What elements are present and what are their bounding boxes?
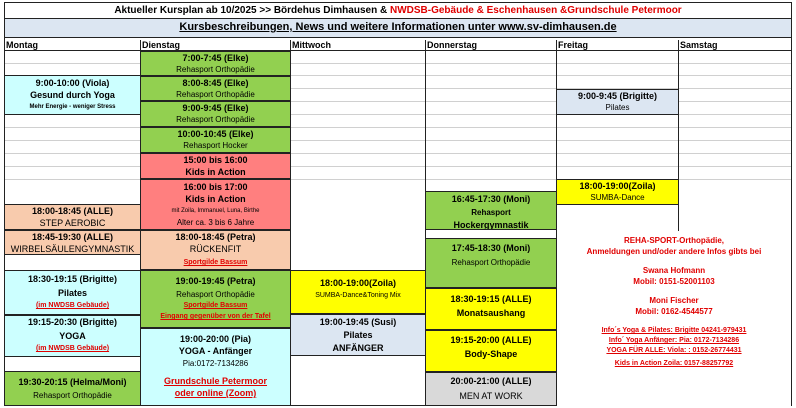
info-yoga-pilates: Info´s Yoga & Pilates: Brigitte 04241-979431 [601, 327, 747, 334]
tuesday-yoga-phone: Pia:0172-7134286 [182, 359, 249, 368]
header-title-part1: Aktueller Kursplan ab 10/2025 >> Bördehus Dimhausen & [114, 5, 390, 16]
info-contact2-name: Moni Fischer [649, 296, 699, 305]
tuesday-rueckenfit-card[interactable] [140, 230, 291, 270]
day-header-donnerstag: Donnerstag [427, 40, 478, 50]
monday-ws-title: WIRBELSÄULENGYMNASTIK [10, 244, 135, 254]
info-yoga-anfaenger: Info´ Yoga Anfänger: Pia: 0172-7134286 [608, 337, 740, 344]
friday-pilates-time: 9:00-9:45 (Brigitte) [577, 91, 658, 101]
monday-yoga2-title: YOGA [59, 331, 86, 341]
tuesday-kids-15-card[interactable] [140, 153, 291, 179]
header-title-part2: NWDSB-Gebäude & Eschenhausen &Grundschule Petermoor [389, 5, 682, 16]
wednesday-sumba-title: SUMBA-Dance&Toning Mix [315, 292, 401, 299]
friday-pilates-title: Pilates [605, 103, 630, 112]
tuesday-reha-7-card[interactable] [140, 51, 291, 76]
tuesday-yoga-location: Grundschule Petermoor [163, 376, 268, 386]
thursday-hocker-card[interactable] [425, 191, 557, 230]
header-website-link[interactable]: Kursbeschreibungen, News und weitere Informationen unter www.sv-dimhausen.de [179, 21, 617, 33]
wednesday-pilates-time: 19:00-19:45 (Susi) [319, 317, 397, 327]
tuesday-rueckenfit-title: RÜCKENFIT [189, 244, 242, 254]
info-yoga-alle: YOGA FÜR ALLE: Viola: : 0152-26774431 [606, 347, 742, 354]
day-header-samstag: Samstag [680, 40, 718, 50]
thursday-hocker-time: 16:45-17:30 (Moni) [451, 194, 531, 204]
monday-reha-title: Rehasport Orthopädie [33, 391, 112, 400]
tuesday-reha-9-title: Rehasport Orthopädie [176, 115, 255, 124]
tuesday-kids-15-time: 15:00 bis 16:00 [183, 155, 248, 165]
tuesday-yoga-online: oder online (Zoom) [174, 388, 257, 398]
header-subtitle [4, 19, 792, 38]
info-contact1-name: Swana Hofmann [642, 266, 706, 275]
monday-yoga-time: 9:00-10:00 (Viola) [35, 78, 110, 88]
day-header-montag: Montag [6, 40, 38, 50]
monday-ws-card[interactable] [4, 230, 141, 255]
monday-yoga-title: Gesund durch Yoga [30, 90, 115, 100]
tuesday-reha-10-card[interactable] [140, 127, 291, 153]
monday-reha-card[interactable] [4, 371, 141, 406]
monday-pilates-location: (im NWDSB Gebäude) [35, 302, 110, 309]
tuesday-reha-19-entrance: Eingang gegenüber von der Tafel [160, 313, 271, 320]
info-contact2-phone: Mobil: 0162-4544577 [635, 307, 713, 316]
tuesday-reha-7-time: 7:00-7:45 (Elke) [182, 53, 249, 63]
tuesday-yoga-title: YOGA - Anfänger [178, 346, 253, 356]
tuesday-reha-9-card[interactable] [140, 101, 291, 127]
wednesday-sumba-card[interactable] [290, 270, 426, 314]
tuesday-rueckenfit-location: Sportgilde Bassum [183, 259, 248, 266]
info-contact1-phone: Mobil: 0151-52001103 [633, 277, 715, 286]
monday-pilates-card[interactable] [4, 270, 141, 315]
day-header-mittwoch: Mittwoch [292, 40, 331, 50]
day-header-freitag: Freitag [558, 40, 589, 50]
day-header-dienstag: Dienstag [142, 40, 181, 50]
monday-pilates-time: 18:30-19:15 (Brigitte) [27, 274, 118, 284]
tuesday-reha-8-time: 8:00-8:45 (Elke) [182, 78, 249, 88]
tuesday-kids-15-title: Kids in Action [185, 167, 246, 177]
thursday-menatwork-card[interactable] [425, 372, 557, 406]
thursday-bodyshape-card[interactable] [425, 330, 557, 372]
thursday-reha-title: Rehasport Orthopädie [451, 258, 531, 267]
day-header-row [4, 38, 792, 51]
thursday-menatwork-title: MEN AT WORK [459, 391, 523, 401]
thursday-reha-card[interactable] [425, 238, 557, 288]
tuesday-rueckenfit-time: 18:00-18:45 (Petra) [175, 232, 256, 242]
tuesday-kids-16-title: Kids in Action [185, 194, 246, 204]
wednesday-sumba-time: 18:00-19:00(Zoila) [319, 278, 397, 288]
monday-step-card[interactable] [4, 204, 141, 230]
header-title [4, 2, 792, 19]
friday-pilates-card[interactable] [556, 89, 679, 115]
tuesday-yoga-time: 19:00-20:00 (Pia) [179, 334, 252, 344]
monday-yoga2-time: 19:15-20:30 (Brigitte) [27, 317, 118, 327]
tuesday-reha-19-time: 19:00-19:45 (Petra) [175, 276, 256, 286]
tuesday-reha-9-time: 9:00-9:45 (Elke) [182, 103, 249, 113]
info-box [557, 231, 791, 406]
monday-pilates-title: Pilates [57, 288, 88, 298]
monday-reha-time: 19:30-20:15 (Helma/Moni) [18, 377, 127, 387]
monday-yoga-subtitle: Mehr Energie - weniger Stress [29, 104, 116, 110]
wednesday-pilates-level: ANFÄNGER [332, 343, 384, 353]
monday-yoga2-card[interactable] [4, 315, 141, 357]
wednesday-pilates-title: Pilates [343, 330, 373, 340]
monday-yoga2-location: (im NWDSB Gebäude) [35, 345, 110, 352]
wednesday-pilates-card[interactable] [290, 314, 426, 356]
info-registration: Anmeldungen und/oder andere Infos gibts bei [586, 247, 762, 256]
tuesday-reha-10-time: 10:00-10:45 (Elke) [177, 129, 254, 139]
thursday-bodyshape-time: 19:15-20:00 (ALLE) [450, 335, 532, 345]
tuesday-yoga-card[interactable] [140, 328, 291, 406]
info-reha-heading: REHA-SPORT-Orthopädie, [623, 236, 724, 245]
tuesday-kids-16-age: Alter ca. 3 bis 6 Jahre [176, 218, 255, 227]
tuesday-reha-8-title: Rehasport Orthopädie [176, 90, 255, 99]
thursday-monatsaushang-card[interactable] [425, 288, 557, 330]
friday-sumba-card[interactable] [556, 179, 679, 205]
tuesday-reha-8-card[interactable] [140, 76, 291, 101]
friday-sumba-time: 18:00-19:00(Zoila) [579, 181, 656, 191]
info-kids-in-action: Kids in Action Zoila: 0157-88257792 [614, 360, 734, 367]
tuesday-reha-19-location: Sportgilde Bassum [183, 302, 248, 309]
tuesday-reha-19-card[interactable] [140, 270, 291, 328]
monday-yoga-card[interactable] [4, 75, 141, 115]
thursday-hocker-label: Rehasport [471, 208, 511, 217]
thursday-monatsaushang-title: Monatsaushang [456, 308, 526, 318]
tuesday-reha-19-title: Rehasport Orthopädie [176, 290, 255, 299]
tuesday-kids-16-card[interactable] [140, 179, 291, 230]
tuesday-kids-16-trainers: mit Zoila, Immanuel, Luna, Birthe [171, 208, 260, 214]
thursday-monatsaushang-time: 18:30-19:15 (ALLE) [450, 294, 532, 304]
thursday-menatwork-time: 20:00-21:00 (ALLE) [450, 376, 532, 386]
tuesday-kids-16-time: 16:00 bis 17:00 [183, 182, 248, 192]
tuesday-reha-7-title: Rehasport Orthopädie [176, 65, 255, 74]
thursday-reha-time: 17:45-18:30 (Moni) [451, 243, 531, 253]
monday-step-title: STEP AEROBIC [39, 218, 106, 228]
tuesday-reha-10-title: Rehasport Hocker [183, 141, 248, 150]
monday-ws-time: 18:45-19:30 (ALLE) [31, 232, 114, 242]
friday-sumba-title: SUMBA-Dance [590, 193, 645, 202]
thursday-bodyshape-title: Body-Shape [464, 349, 518, 359]
thursday-hocker-title: Hockergymnastik [453, 220, 529, 230]
monday-step-time: 18:00-18:45 (ALLE) [31, 206, 114, 216]
